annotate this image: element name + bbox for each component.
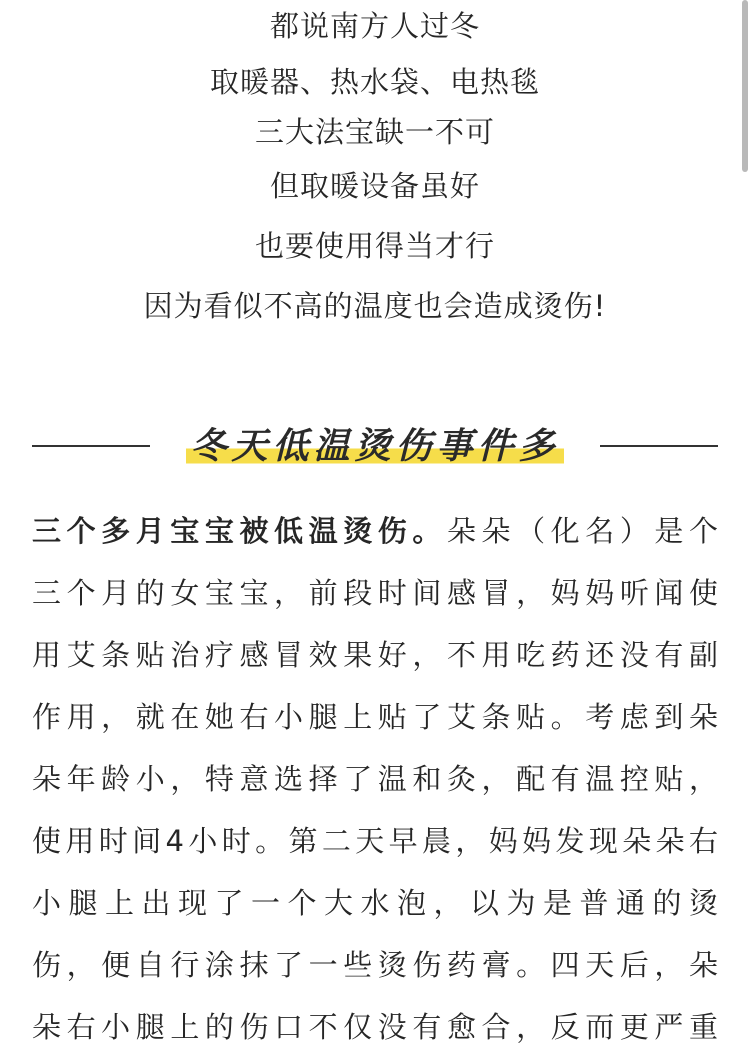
heading-rule-right	[600, 445, 718, 447]
article-row: 三个月的女宝宝，前段时间感冒，妈妈听闻使	[32, 576, 718, 610]
article-row: 小腿上出现了一个大水泡，以为是普通的烫	[32, 886, 718, 920]
intro-line: 三大法宝缺一不可	[254, 115, 495, 149]
heading-rule-left	[32, 445, 150, 447]
article-row: 使用时间4小时。第二天早晨，妈妈发现朵朵右	[32, 824, 718, 858]
article-row: 作用，就在她右小腿上贴了艾条贴。考虑到朵	[32, 700, 718, 734]
article-row: 朵年龄小，特意选择了温和灸，配有温控贴，	[32, 762, 718, 796]
article-row: 用艾条贴治疗感冒效果好，不用吃药还没有副	[32, 638, 718, 672]
section-title-text: 冬天低温烫伤事件多	[186, 426, 563, 467]
intro-line: 因为看似不高的温度也会造成烫伤!	[143, 289, 607, 323]
intro-line: 也要使用得当才行	[254, 229, 495, 263]
article-row-text: 朵朵（化名）是个	[446, 514, 718, 548]
article-lead: 三个多月宝宝被低温烫伤。	[32, 514, 447, 548]
article-row	[32, 500, 718, 562]
intro-line: 但取暖设备虽好	[269, 169, 480, 203]
section-title	[170, 418, 580, 469]
intro-line: 取暖器、热水袋、电热毯	[209, 65, 540, 99]
article-row: 朵右小腿上的伤口不仅没有愈合，反而更严重	[32, 1010, 718, 1044]
article-body	[32, 500, 718, 1058]
intro-line: 都说南方人过冬	[269, 9, 480, 43]
article-row: 伤，便自行涂抹了一些烫伤药膏。四天后，朵	[32, 948, 718, 982]
section-heading	[32, 414, 718, 476]
